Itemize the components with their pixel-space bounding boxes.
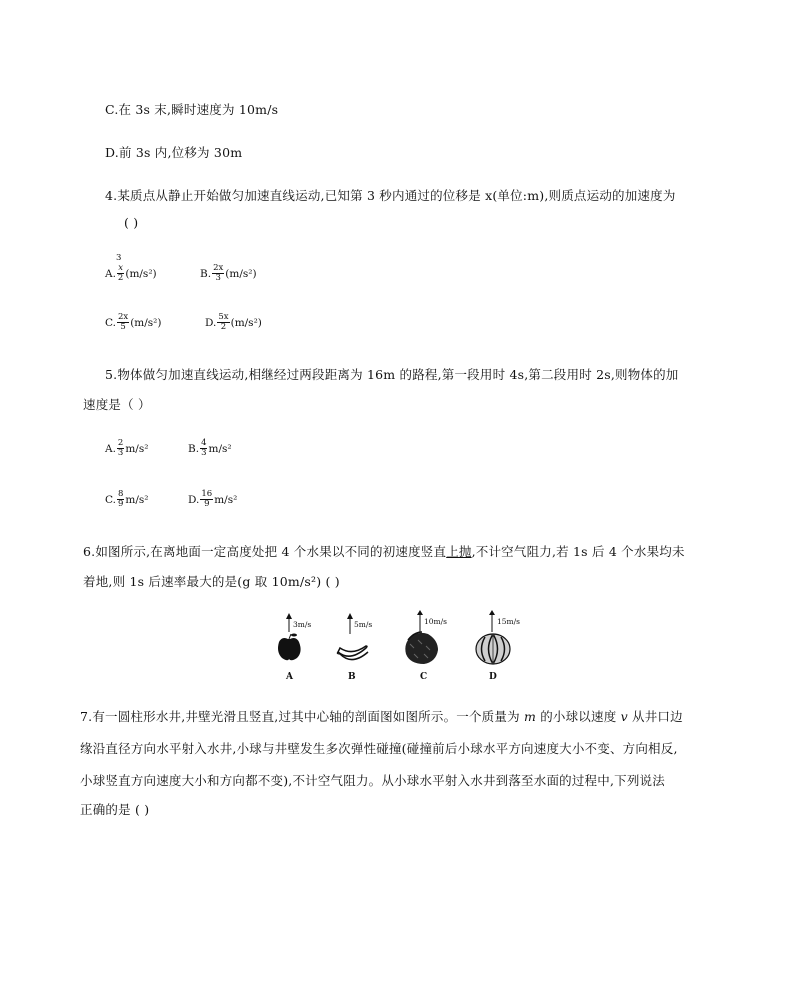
q5-option-a-numerator: 2 (117, 438, 124, 448)
q4-option-b (200, 264, 257, 283)
q4-option-a-prefix: A. (105, 267, 116, 280)
q5-option-d-unit: m/s² (214, 493, 238, 506)
q7-line1-part-b: 的小球以速度 (536, 709, 621, 724)
q5-option-d (188, 490, 237, 509)
q6-figure (270, 610, 530, 690)
q7-line3: 小球竖直方向速度大小和方向都不变),不计空气阻力。从小球水平射入水井到落至水面的过程中,下列说法 (80, 773, 665, 788)
fruit-b-speed: 5m/s (354, 620, 373, 629)
q6-stem-line1-part-a: 6.如图所示,在离地面一定高度处把 4 个水果以不同的初速度竖直 (83, 544, 447, 559)
q4-option-a (105, 264, 157, 283)
q4-option-b-numerator: 2x (213, 263, 224, 273)
q7-line1 (80, 707, 683, 725)
q4-option-c-prefix: C. (105, 316, 116, 329)
q4-option-a-denominator: 2 (117, 273, 124, 283)
q4-option-d-unit: (m/s²) (230, 316, 262, 329)
q5-option-c-numerator: 8 (118, 489, 124, 499)
q5-option-d-fraction (200, 490, 213, 509)
q7-line1-part-a: 7.有一圆柱形水井,井壁光滑且竖直,过其中心轴的剖面图如图所示。一个质量为 (80, 709, 524, 724)
q4-option-a-fraction (117, 264, 124, 283)
fruit-c-speed: 10m/s (424, 617, 448, 626)
prev-option-c: C.在 3s 末,瞬时速度为 10m/s (105, 102, 279, 117)
fruit-a (270, 610, 320, 690)
q5-option-c-denominator: 9 (118, 499, 124, 509)
q5-option-b-numerator: 4 (201, 438, 207, 448)
q4-option-c (105, 313, 162, 332)
q5-option-b-denominator: 3 (201, 448, 207, 458)
fruit-d-speed: 15m/s (497, 617, 521, 626)
q5-option-d-numerator: 16 (201, 489, 213, 499)
q4-option-b-prefix: B. (200, 267, 212, 280)
q4-answer-paren: ( ) (124, 215, 139, 230)
q4-option-b-unit: (m/s²) (225, 267, 257, 280)
q5-option-b (188, 439, 232, 458)
fruit-c-label: C (420, 672, 428, 682)
q4-option-d-numerator: 5x (218, 312, 229, 322)
q5-option-c-fraction (117, 490, 124, 509)
q5-option-c (105, 490, 149, 509)
q5-option-b-prefix: B. (188, 442, 200, 455)
q4-option-a-unit: (m/s²) (125, 267, 157, 280)
q7-velocity-symbol: v (620, 709, 628, 724)
q5-option-a-denominator: 3 (117, 448, 124, 458)
q5-option-a-fraction (117, 439, 124, 458)
q4-option-b-fraction (212, 264, 224, 283)
q5-option-a-unit: m/s² (125, 442, 149, 455)
q5-option-b-unit: m/s² (208, 442, 232, 455)
q4-option-d-prefix: D. (205, 316, 217, 329)
q7-mass-symbol: m (523, 709, 537, 724)
q5-option-c-unit: m/s² (125, 493, 149, 506)
fruit-a-label: A (286, 672, 293, 682)
q4-option-c-unit: (m/s²) (130, 316, 162, 329)
fruit-d-label: D (489, 672, 497, 682)
q6-stem-line1-underlined: 上抛 (446, 544, 472, 559)
q5-option-a-prefix: A. (105, 442, 116, 455)
q4-option-a-numerator: x (118, 263, 124, 273)
fruit-a-speed: 3m/s (293, 620, 312, 629)
q4-option-d-denominator: 2 (220, 322, 227, 332)
fruit-b (332, 610, 382, 690)
prev-option-d: D.前 3s 内,位移为 30m (105, 145, 243, 160)
q5-option-b-fraction (200, 439, 207, 458)
q5-stem-line2: 速度是（ ） (83, 397, 151, 412)
q5-option-d-prefix: D. (188, 493, 200, 506)
q6-stem-line2: 着地,则 1s 后速率最大的是(g 取 10m/s²) ( ) (83, 574, 340, 589)
q6-stem-line1 (83, 542, 685, 560)
q5-option-a (105, 439, 148, 458)
banana-icon (332, 610, 382, 670)
q7-line2: 缘沿直径方向水平射入水井,小球与井壁发生多次弹性碰撞(碰撞前后小球水平方向速度大小不变、方向相反, (80, 741, 678, 756)
apple-icon (270, 610, 320, 670)
q7-line1-part-c: 从井口边 (627, 709, 683, 724)
q7-line4: 正确的是 ( ) (80, 802, 150, 817)
q4-stem: 4.某质点从静止开始做匀加速直线运动,已知第 3 秒内通过的位移是 x(单位:m),则质点运动的加速度为 (105, 188, 676, 203)
q4-option-d-fraction (217, 313, 229, 332)
q6-stem-line1-part-b: ,不计空气阻力,若 1s 后 4 个水果均未 (471, 544, 685, 559)
q5-option-c-prefix: C. (105, 493, 116, 506)
fruit-d (470, 610, 530, 690)
q4-option-c-numerator: 2x (118, 312, 129, 322)
q5-option-d-denominator: 9 (204, 499, 210, 509)
q4-option-c-fraction (117, 313, 129, 332)
q4-option-c-denominator: 5 (120, 322, 126, 332)
q4-option-b-denominator: 3 (215, 273, 221, 283)
q5-stem-line1: 5.物体做匀加速直线运动,相继经过两段距离为 16m 的路程,第一段用时 4s,第二段用时 2s,则物体的加 (105, 367, 679, 382)
q4-option-a-superscript: 3 (116, 253, 122, 263)
fruit-c (398, 610, 458, 690)
fruit-b-label: B (348, 672, 356, 682)
q4-option-d (205, 313, 262, 332)
